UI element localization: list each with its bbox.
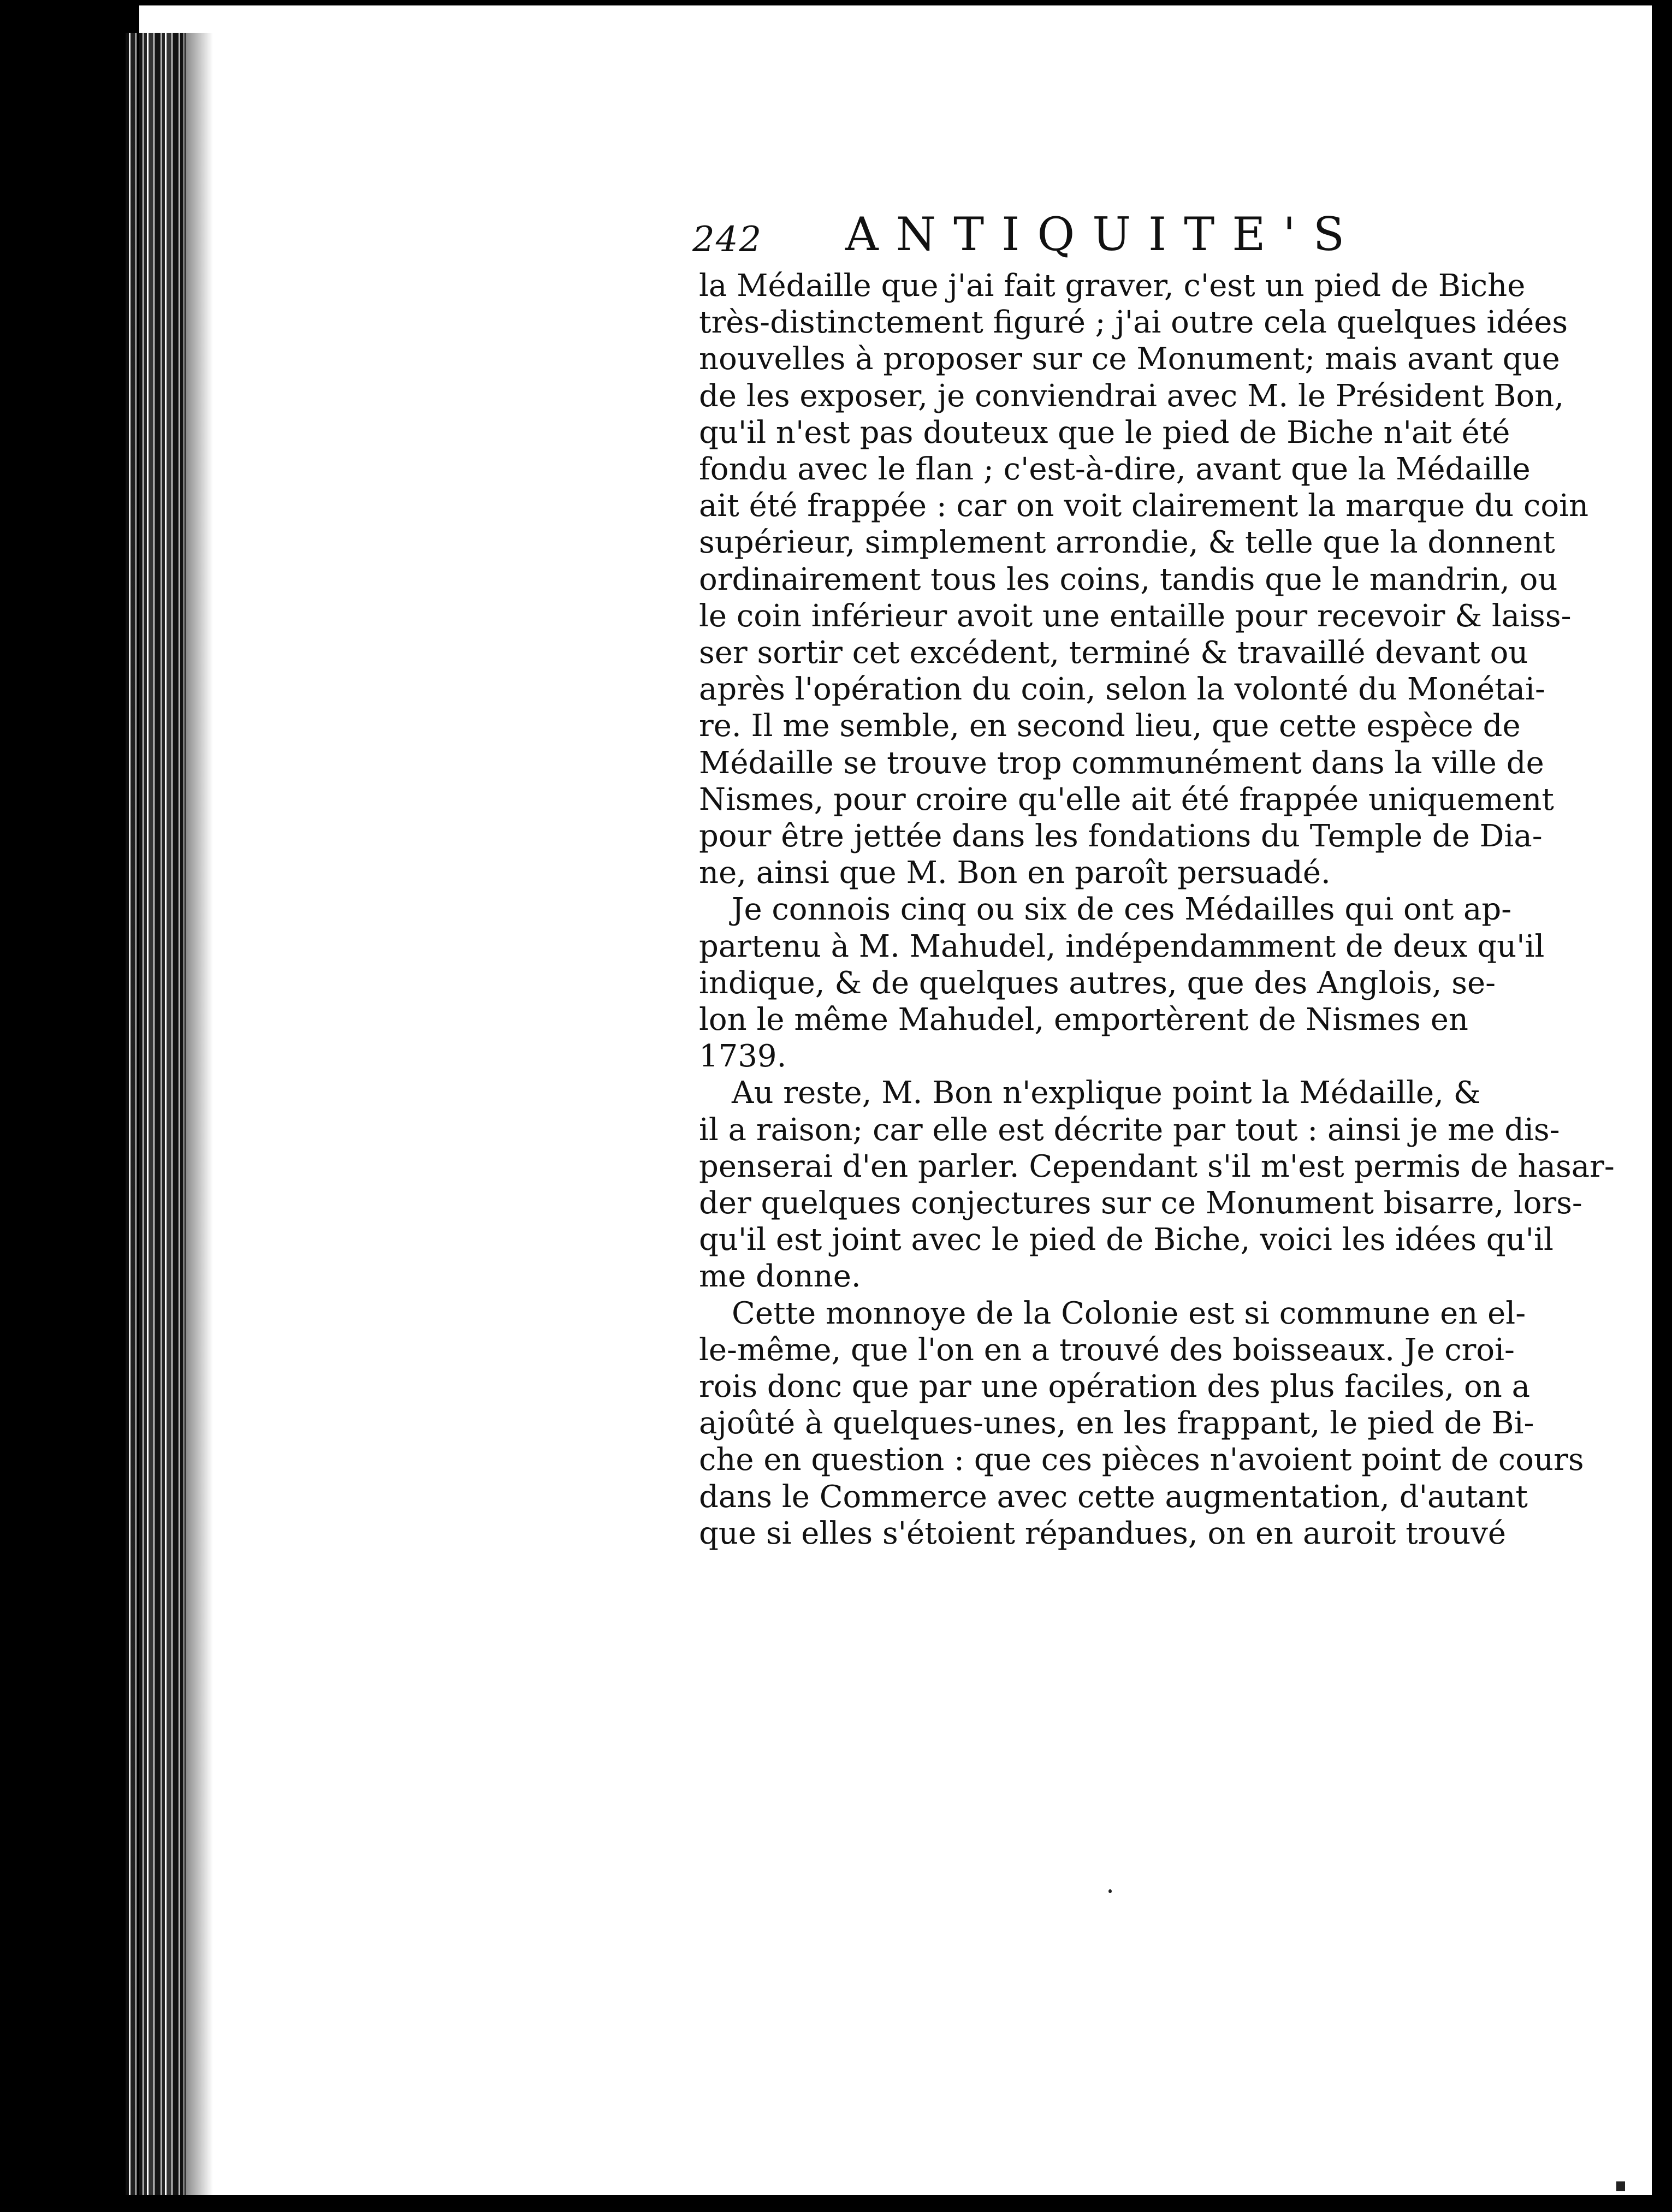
text-line: Nismes, pour croire qu'elle ait été frappée uniquement (699, 782, 1554, 817)
text-line: que si elles s'étoient répandues, on en auroit trouvé (699, 1516, 1507, 1551)
body-text (699, 268, 1615, 2124)
running-head: ANTIQUITE'S (845, 207, 1362, 261)
text-line: Cette monnoye de la Colonie est si commune en el- (732, 1296, 1526, 1331)
text-line: fondu avec le flan ; c'est-à-dire, avant que la Médaille (699, 452, 1531, 487)
text-line: re. Il me semble, en second lieu, que cette espèce de (699, 708, 1521, 744)
book-binding-edge (126, 33, 186, 2195)
text-line: le-même, que l'on en a trouvé des boisseaux. Je croi- (699, 1332, 1515, 1368)
text-line: Médaille se trouve trop communément dans la ville de (699, 745, 1544, 781)
text-line: de les exposer, je conviendrai avec M. le Président Bon, (699, 378, 1564, 414)
text-line: rois donc que par une opération des plus faciles, on a (699, 1369, 1530, 1404)
text-line: très-distinctement figuré ; j'ai outre cela quelques idées (699, 305, 1568, 340)
text-line: nouvelles à proposer sur ce Monument; mais avant que (699, 341, 1560, 377)
text-line: 1739. (699, 1039, 787, 1074)
text-line: der quelques conjectures sur ce Monument bisarre, lors- (699, 1185, 1582, 1221)
text-line: supérieur, simplement arrondie, & telle que la donnent (699, 525, 1555, 560)
text-line: qu'il est joint avec le pied de Biche, voici les idées qu'il (699, 1222, 1554, 1258)
text-line: Au reste, M. Bon n'explique point la Médaille, & (732, 1075, 1481, 1111)
text-line: après l'opération du coin, selon la volonté du Monétai- (699, 672, 1545, 707)
text-line: ser sortir cet excédent, terminé & travaillé devant ou (699, 635, 1528, 671)
page-header (692, 207, 1397, 268)
text-line: ajoûté à quelques-unes, en les frappant, le pied de Bi- (699, 1406, 1534, 1441)
text-line: dans le Commerce avec cette augmentation, d'autant (699, 1479, 1528, 1515)
text-line: le coin inférieur avoit une entaille pour recevoir & laiss- (699, 598, 1572, 634)
ink-speck (1108, 1889, 1112, 1893)
text-line: penserai d'en parler. Cependant s'il m'est permis de hasar- (699, 1149, 1615, 1184)
text-line: ne, ainsi que M. Bon en paroît persuadé. (699, 855, 1331, 891)
text-line: che en question : que ces pièces n'avoient point de cours (699, 1442, 1584, 1478)
page-number: 242 (692, 220, 763, 260)
text-line: partenu à M. Mahudel, indépendamment de deux qu'il (699, 929, 1545, 964)
scan-corner-mark (1616, 2181, 1625, 2191)
text-line: Je connois cinq ou six de ces Médailles qui ont ap- (732, 892, 1512, 927)
gutter-shadow (180, 33, 213, 2195)
text-line: ait été frappée : car on voit clairement la marque du coin (699, 488, 1589, 524)
text-line: pour être jettée dans les fondations du Temple de Dia- (699, 819, 1543, 854)
text-line: ordinairement tous les coins, tandis que le mandrin, ou (699, 562, 1558, 597)
text-line: il a raison; car elle est décrite par tout : ainsi je me dis- (699, 1112, 1560, 1148)
text-line: indique, & de quelques autres, que des Anglois, se- (699, 965, 1496, 1001)
text-line: lon le même Mahudel, emportèrent de Nismes en (699, 1002, 1468, 1037)
text-line: la Médaille que j'ai fait graver, c'est un pied de Biche (699, 268, 1526, 304)
text-line: qu'il n'est pas douteux que le pied de Biche n'ait été (699, 415, 1510, 450)
text-line: me donne. (699, 1259, 861, 1294)
